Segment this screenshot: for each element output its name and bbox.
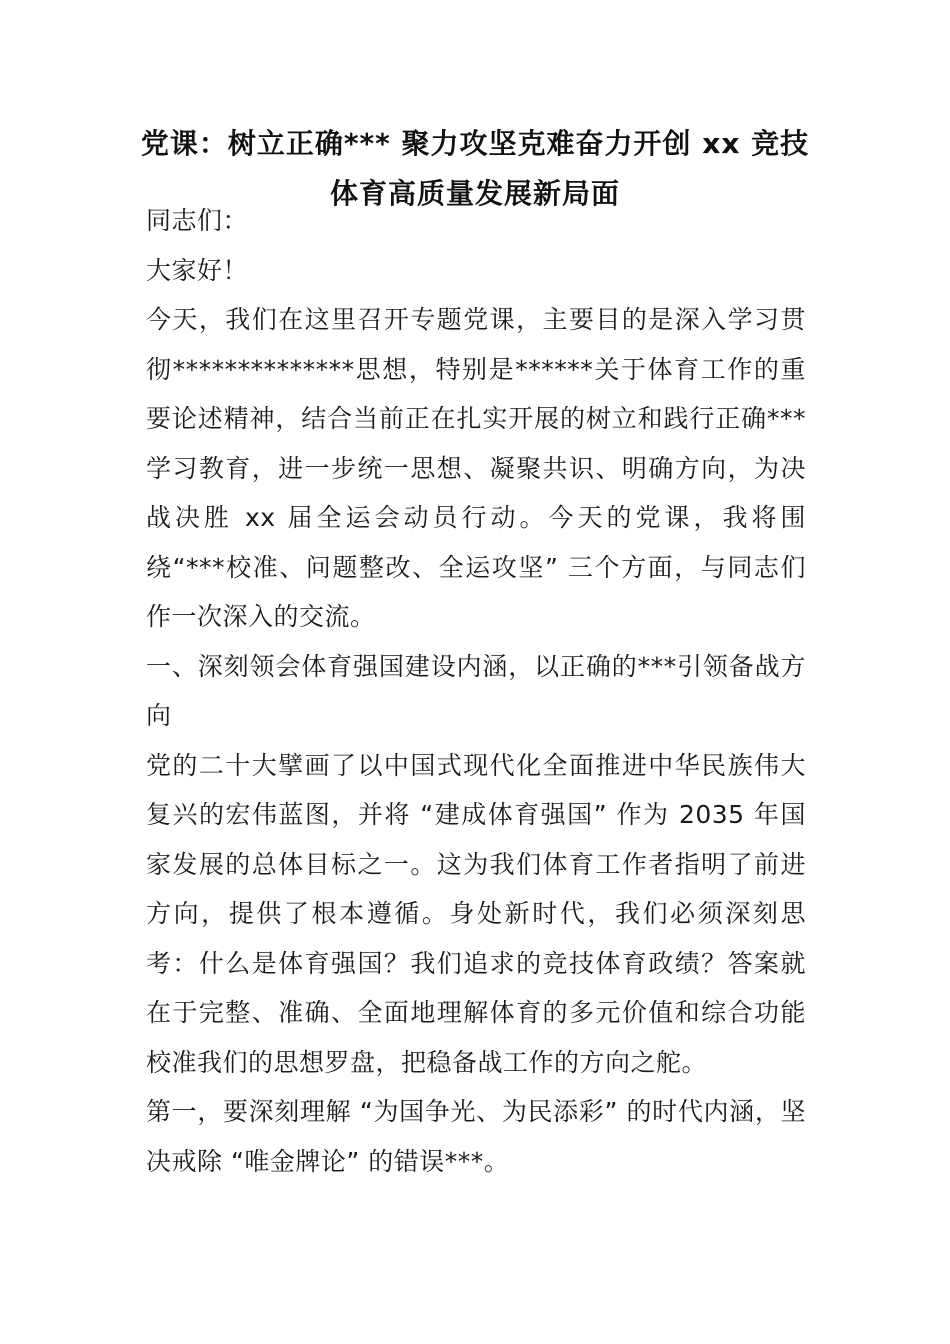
greeting: 大家好！ bbox=[146, 255, 249, 285]
point-1-paragraph: 第一，要深刻理解 “为国争光、为民添彩” 的时代内涵，坚决戒除 “唯金牌论” 的错误***。 bbox=[146, 1097, 806, 1176]
document-title-line-1: 党课：树立正确*** 聚力攻坚克难奋力开创 xx 竞技 bbox=[140, 127, 810, 160]
document-body bbox=[146, 196, 806, 1186]
intro-paragraph: 今天，我们在这里召开专题党课，主要目的是深入学习贯彻**************思想，特别是******关于体育工作的重要论述精神，结合当前正在扎实开展的树立和践行正确***学习教育，进一步统一思想、凝聚共识、明确方向，为决战决胜 xx 届全运会动员行动。今天的党课，我将围绕“***校准、问题整改、全运攻坚” 三个方面，与同志们作一次深入的交流。 bbox=[146, 305, 806, 631]
document-title-line-2: 体育高质量发展新局面 bbox=[329, 177, 620, 210]
salutation: 同志们： bbox=[146, 206, 249, 235]
section-1-paragraph: 党的二十大擘画了以中国式现代化全面推进中华民族伟大复兴的宏伟蓝图，并将 “建成体育强国” 作为 2035 年国家发展的总体目标之一。这为我们体育工作者指明了前进方向，提供了根本遵循。身处新时代，我们必须深刻思考：什么是体育强国？我们追求的竞技体育政绩？答案就在于完整、准确、全面地理解体育的多元价值和综合功能校准我们的思想罗盘，把稳备战工作的方向之舵。 bbox=[146, 750, 806, 1077]
section-heading-1: 一、深刻领会体育强国建设内涵，以正确的***引领备战方向 bbox=[146, 651, 806, 730]
